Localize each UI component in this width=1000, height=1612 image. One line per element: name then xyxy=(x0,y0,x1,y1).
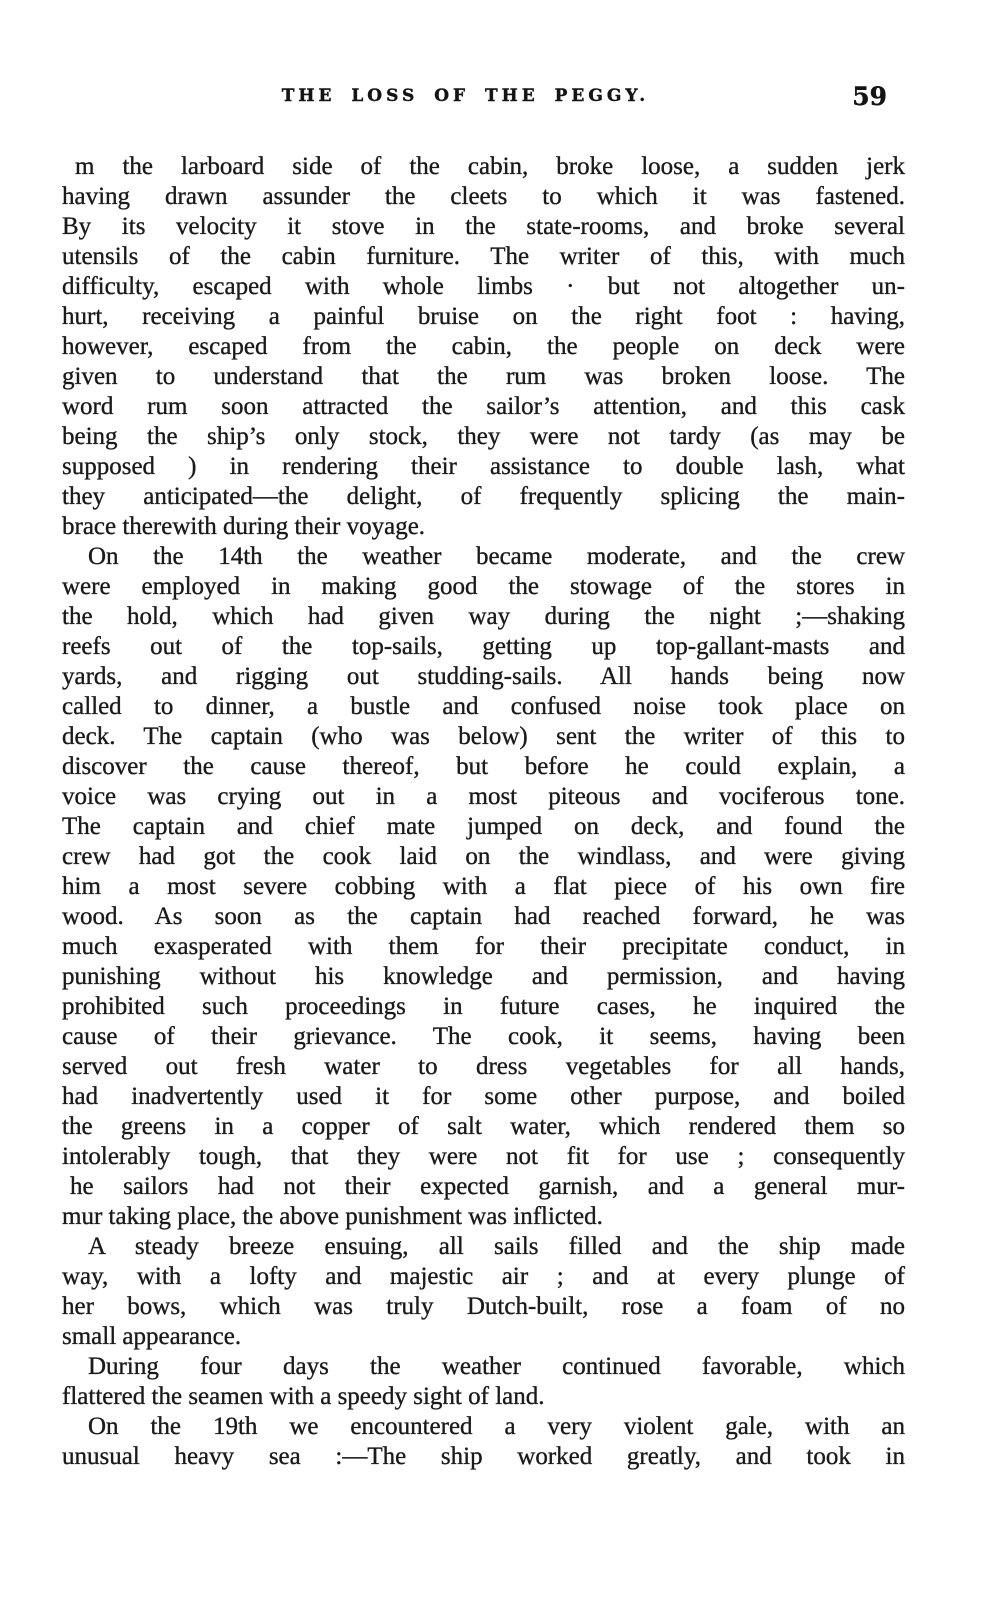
text-line: having drawn assunder the cleets to which it was fastened. xyxy=(62,183,905,210)
paragraph xyxy=(62,1412,905,1472)
text-line: m the larboard side of the cabin, broke loose, a sudden jerk xyxy=(75,153,905,180)
text-line: way, with a lofty and majestic air ; and at every plunge of xyxy=(62,1263,905,1290)
text-line: the greens in a copper of salt water, which rendered them so xyxy=(62,1113,905,1140)
text-line: wood. As soon as the captain had reached forward, he was xyxy=(62,903,905,930)
text-line: the hold, which had given way during the night ;—shaking xyxy=(62,603,905,630)
text-line: prohibited such proceedings in future cases, he inquired the xyxy=(62,993,905,1020)
text-line: During four days the weather continued favorable, which xyxy=(88,1353,905,1380)
text-line: he sailors had not their expected garnish, and a general mur- xyxy=(70,1173,905,1200)
text-line: reefs out of the top-sails, getting up top-gallant-masts and xyxy=(62,633,905,660)
running-head xyxy=(62,82,905,116)
text-line: voice was crying out in a most piteous and vociferous tone. xyxy=(62,783,905,810)
text-line: yards, and rigging out studding-sails. All hands being now xyxy=(62,663,905,690)
text-line: deck. The captain (who was below) sent the writer of this to xyxy=(62,723,905,750)
paragraph xyxy=(62,1232,905,1352)
text-line: they anticipated—the delight, of frequently splicing the main- xyxy=(62,483,905,510)
text-line: small appearance. xyxy=(62,1323,242,1350)
paragraph xyxy=(62,152,905,542)
text-line: much exasperated with them for their precipitate conduct, in xyxy=(62,933,905,960)
text-line: word rum soon attracted the sailor’s attention, and this cask xyxy=(62,393,905,420)
text-line: supposed ) in rendering their assistance to double lash, what xyxy=(62,453,905,480)
text-line: punishing without his knowledge and permission, and having xyxy=(62,963,905,990)
text-line: crew had got the cook laid on the windlass, and were giving xyxy=(62,843,905,870)
running-title: THE LOSS OF THE PEGGY. xyxy=(281,86,650,106)
text-line: A steady breeze ensuing, all sails filled and the ship made xyxy=(88,1233,905,1260)
text-line: him a most severe cobbing with a flat piece of his own fire xyxy=(62,873,905,900)
text-line: however, escaped from the cabin, the people on deck were xyxy=(62,333,905,360)
text-line: called to dinner, a bustle and confused noise took place on xyxy=(62,693,905,720)
text-line: brace therewith during their voyage. xyxy=(62,513,426,540)
text-line: By its velocity it stove in the state-rooms, and broke several xyxy=(62,213,905,240)
text-line: discover the cause thereof, but before he could explain, a xyxy=(62,753,905,780)
text-line: intolerably tough, that they were not fit for use ; consequently xyxy=(62,1143,905,1170)
page-body xyxy=(62,152,905,1472)
text-line: hurt, receiving a painful bruise on the right foot : having, xyxy=(62,303,905,330)
text-line: On the 14th the weather became moderate, and the crew xyxy=(88,543,905,570)
text-line: cause of their grievance. The cook, it seems, having been xyxy=(62,1023,905,1050)
text-line: given to understand that the rum was broken loose. The xyxy=(62,363,905,390)
text-line: The captain and chief mate jumped on deck, and found the xyxy=(62,813,905,840)
text-line: were employed in making good the stowage of the stores in xyxy=(62,573,905,600)
text-line: had inadvertently used it for some other purpose, and boiled xyxy=(62,1083,905,1110)
page-number: 59 xyxy=(852,82,887,111)
text-line: unusual heavy sea :—The ship worked greatly, and took in xyxy=(62,1443,905,1470)
text-line: being the ship’s only stock, they were not tardy (as may be xyxy=(62,423,905,450)
text-line: her bows, which was truly Dutch-built, rose a foam of no xyxy=(62,1293,905,1320)
paragraph xyxy=(62,542,905,1232)
text-line: flattered the seamen with a speedy sight of land. xyxy=(62,1383,545,1410)
text-line: mur taking place, the above punishment was inflicted. xyxy=(62,1203,603,1230)
text-line: difficulty, escaped with whole limbs · but not altogether un- xyxy=(62,273,905,300)
paragraph xyxy=(62,1352,905,1412)
text-line: utensils of the cabin furniture. The writer of this, with much xyxy=(62,243,905,270)
text-line: On the 19th we encountered a very violent gale, with an xyxy=(88,1413,905,1440)
text-line: served out fresh water to dress vegetables for all hands, xyxy=(62,1053,905,1080)
